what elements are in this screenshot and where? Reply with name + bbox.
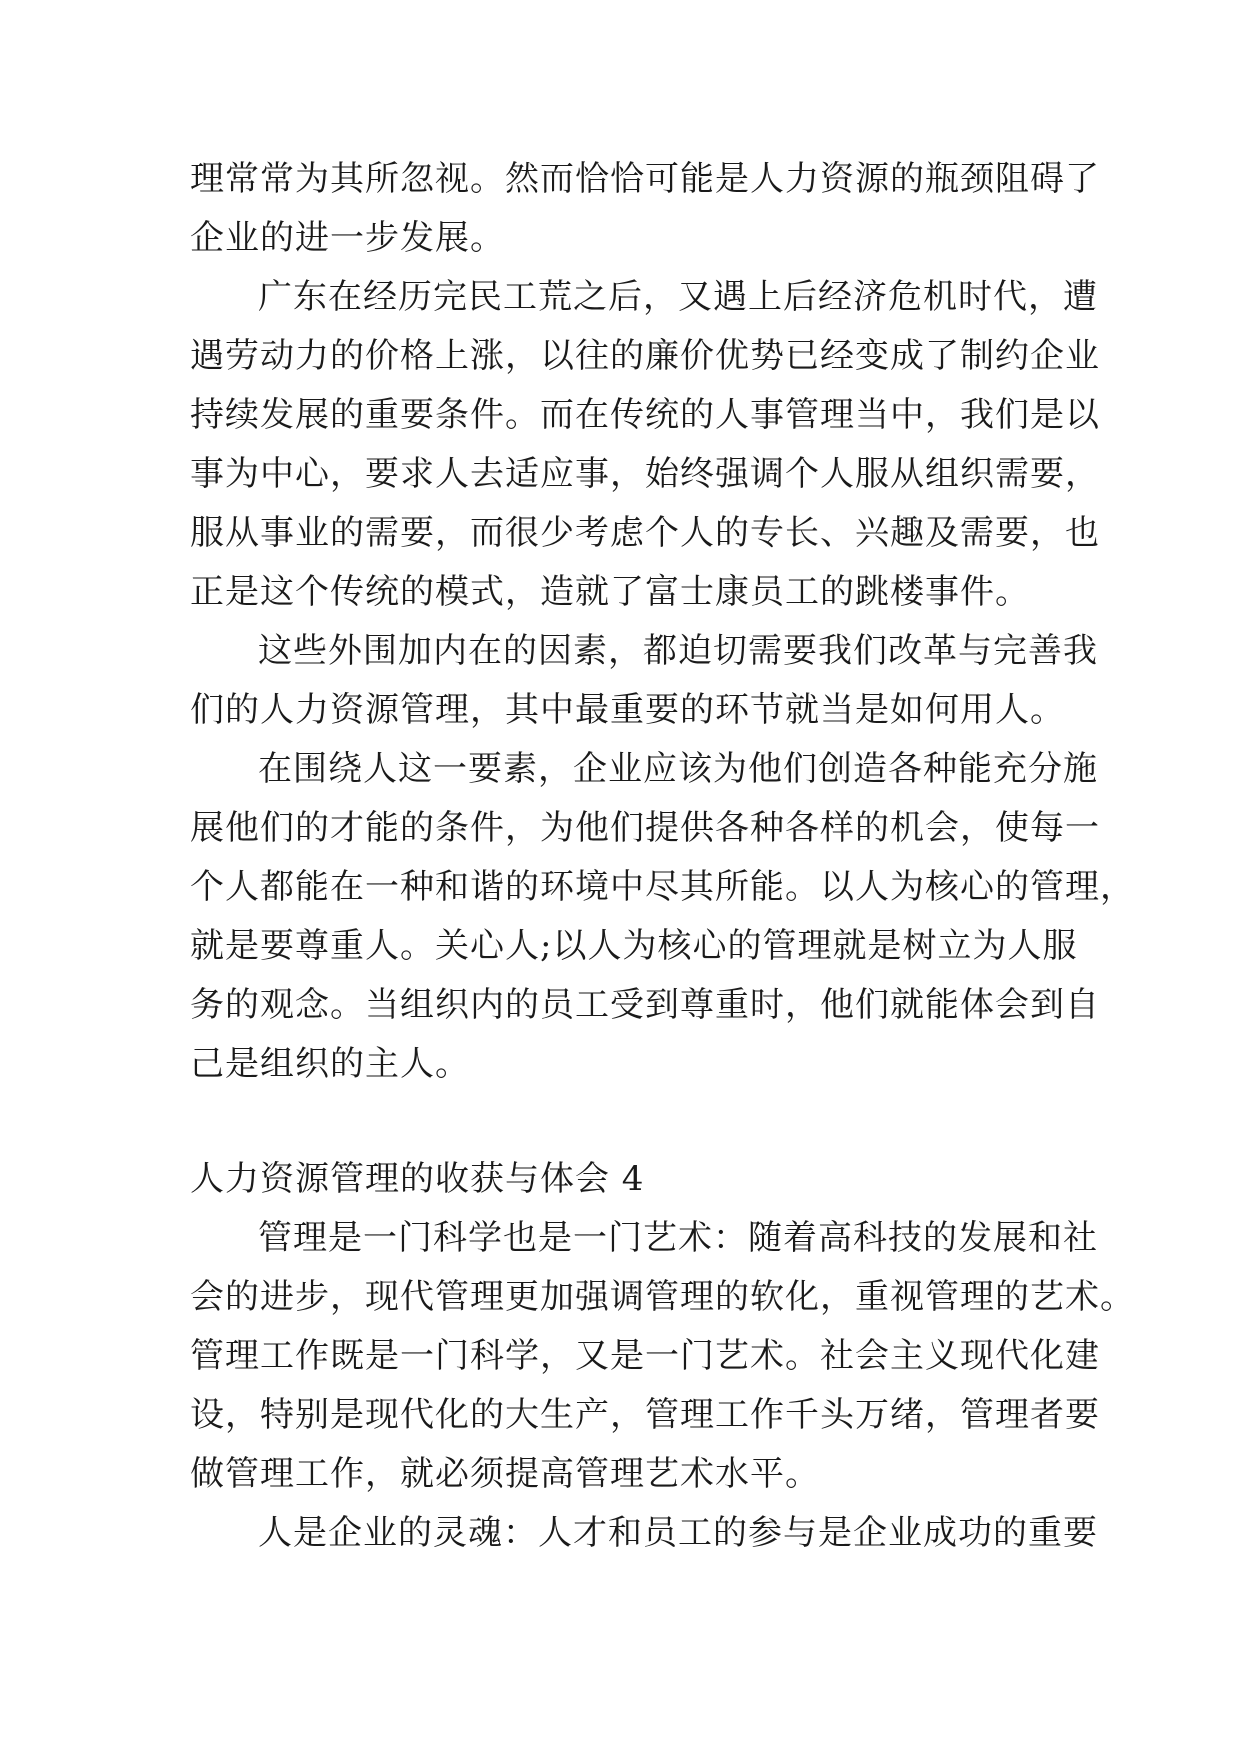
section-2 [190, 1150, 1135, 1563]
text-line: 理常常为其所忽视。然而恰恰可能是人力资源的瓶颈阻碍了 [190, 159, 1100, 199]
text-line: 就是要尊重人。关心人;以人为核心的管理就是树立为人服 [190, 926, 1078, 966]
text-line: 正是这个传统的模式，造就了富士康员工的跳楼事件。 [190, 572, 1030, 612]
text-line: 广东在经历完民工荒之后，又遇上后经济危机时代，遭 [258, 277, 1098, 317]
paragraph [190, 1504, 1098, 1563]
paragraph [190, 150, 1100, 268]
text-line: 务的观念。当组织内的员工受到尊重时，他们就能体会到自 [190, 985, 1100, 1025]
text-line: 持续发展的重要条件。而在传统的人事管理当中，我们是以 [190, 395, 1100, 435]
text-line: 设，特别是现代化的大生产，管理工作千头万绪，管理者要 [190, 1395, 1100, 1435]
text-line: 人是企业的灵魂：人才和员工的参与是企业成功的重要 [258, 1513, 1098, 1553]
section-gap [190, 1094, 1050, 1150]
text-line: 做管理工作，就必须提高管理艺术水平。 [190, 1454, 820, 1494]
paragraph [190, 268, 1100, 622]
text-line: 个人都能在一种和谐的环境中尽其所能。以人为核心的管理， [190, 867, 1135, 907]
text-line: 企业的进一步发展。 [190, 218, 505, 258]
text-line: 事为中心，要求人去适应事，始终强调个人服从组织需要， [190, 454, 1100, 494]
paragraph [190, 1209, 1135, 1504]
text-line: 管理工作既是一门科学，又是一门艺术。社会主义现代化建 [190, 1336, 1100, 1376]
document-page [190, 150, 1135, 1563]
text-line: 服从事业的需要，而很少考虑个人的专长、兴趣及需要，也 [190, 513, 1100, 553]
text-line: 遇劳动力的价格上涨，以往的廉价优势已经变成了制约企业 [190, 336, 1100, 376]
text-line: 们的人力资源管理，其中最重要的环节就当是如何用人。 [190, 690, 1065, 730]
section-heading: 人力资源管理的收获与体会 4 [190, 1159, 645, 1199]
section-1 [190, 150, 1135, 1094]
text-line: 展他们的才能的条件，为他们提供各种各样的机会，使每一 [190, 808, 1100, 848]
text-line: 会的进步，现代管理更加强调管理的软化，重视管理的艺术。 [190, 1277, 1135, 1317]
text-line: 己是组织的主人。 [190, 1044, 470, 1084]
text-line: 在围绕人这一要素，企业应该为他们创造各种能充分施 [258, 749, 1098, 789]
text-line: 这些外围加内在的因素，都迫切需要我们改革与完善我 [258, 631, 1098, 671]
text-line: 管理是一门科学也是一门艺术：随着高科技的发展和社 [258, 1218, 1098, 1258]
paragraph [190, 740, 1135, 1094]
paragraph [190, 622, 1098, 740]
